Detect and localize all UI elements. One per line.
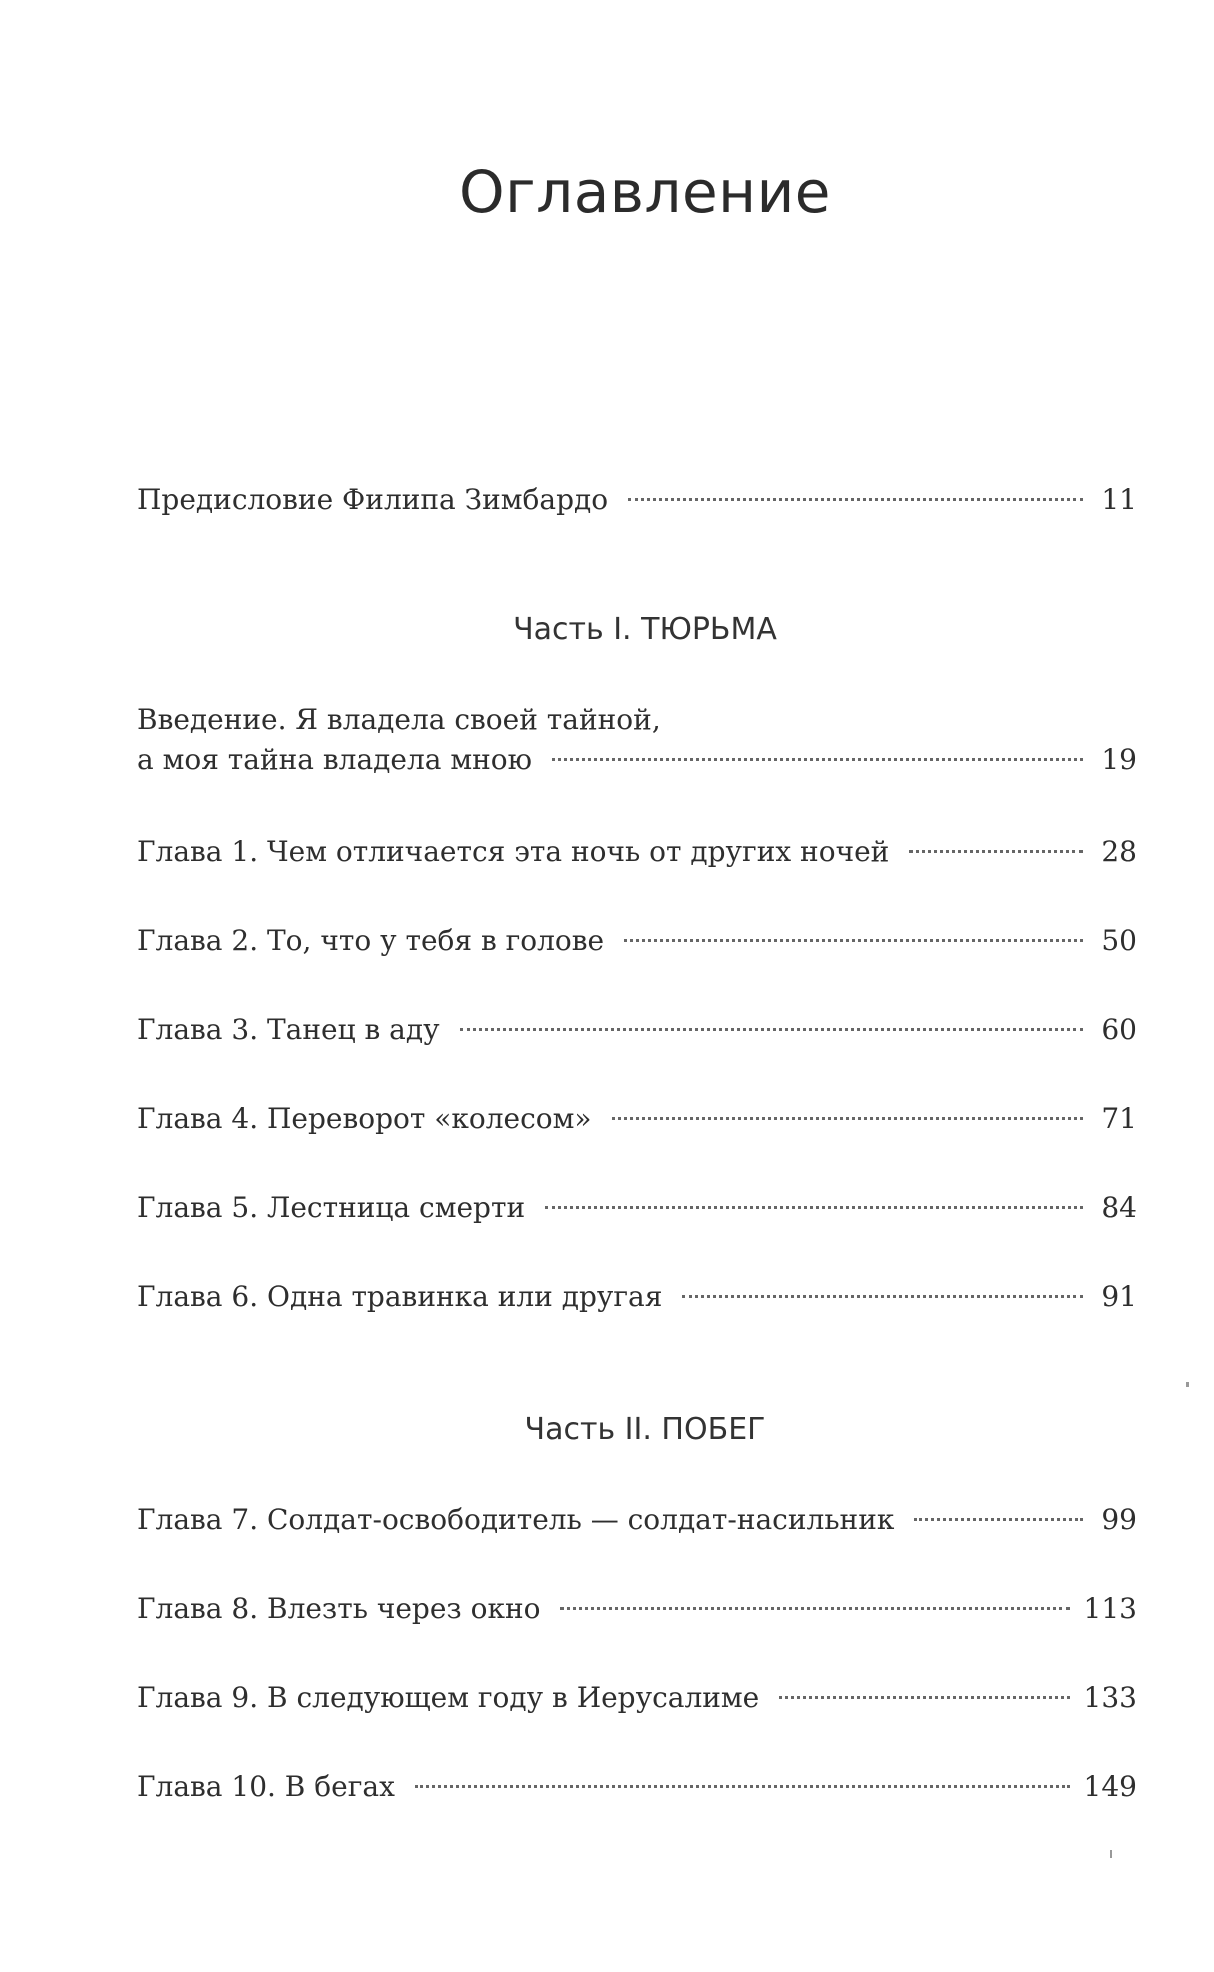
dot-leader — [415, 1785, 1070, 1788]
dot-leader — [552, 758, 1083, 761]
dot-leader — [914, 1518, 1083, 1521]
toc-entry-label: Глава 9. В следующем году в Иерусалиме — [137, 1681, 760, 1714]
toc-entry-preface[interactable] — [137, 480, 1137, 520]
dot-leader — [628, 498, 1083, 501]
toc-entry-chapter-7[interactable] — [137, 1500, 1137, 1540]
page-title: Оглавление — [459, 158, 831, 226]
part-heading-2: Часть II. ПОБЕГ — [524, 1412, 766, 1447]
toc-entry-label: Глава 6. Одна травинка или другая — [137, 1280, 663, 1313]
toc-entry-page: 99 — [1101, 1503, 1137, 1536]
toc-entry-page: 50 — [1101, 924, 1137, 957]
toc-entry-label: Предисловие Филипа Зимбардо — [137, 483, 609, 516]
toc-entry-label: Глава 3. Танец в аду — [137, 1013, 440, 1046]
part-heading-1: Часть I. ТЮРЬМА — [513, 612, 777, 647]
toc-entry-label: Глава 8. Влезть через окно — [137, 1592, 541, 1625]
toc-entry-chapter-6[interactable] — [137, 1277, 1137, 1317]
toc-entry-page: 133 — [1083, 1681, 1137, 1714]
toc-entry-chapter-3[interactable] — [137, 1010, 1137, 1050]
toc-entry-page: 28 — [1101, 835, 1137, 868]
toc-entry-page: 113 — [1083, 1592, 1137, 1625]
scan-speck — [1186, 1382, 1189, 1387]
toc-entry-page: 11 — [1101, 483, 1137, 516]
dot-leader — [612, 1117, 1083, 1120]
dot-leader — [545, 1206, 1083, 1209]
toc-entry-introduction[interactable] — [137, 700, 1137, 780]
toc-entry-chapter-4[interactable] — [137, 1099, 1137, 1139]
toc-entry-page: 60 — [1101, 1013, 1137, 1046]
dot-leader — [682, 1295, 1083, 1298]
toc-entry-label: Глава 7. Солдат-освободитель — солдат-насильник — [137, 1503, 895, 1536]
dot-leader — [460, 1028, 1083, 1031]
toc-entry-label-line1: Введение. Я владела своей тайной, — [137, 703, 661, 736]
toc-entry-chapter-5[interactable] — [137, 1188, 1137, 1228]
dot-leader — [779, 1696, 1069, 1699]
toc-entry-label: Глава 2. То, что у тебя в голове — [137, 924, 605, 957]
toc-entry-page: 84 — [1101, 1191, 1137, 1224]
dot-leader — [909, 850, 1083, 853]
scan-speck — [1110, 1850, 1112, 1858]
toc-entry-label: Глава 10. В бегах — [137, 1770, 395, 1803]
toc-entry-page: 149 — [1083, 1770, 1137, 1803]
toc-entry-chapter-9[interactable] — [137, 1678, 1137, 1718]
toc-entry-page: 71 — [1101, 1102, 1137, 1135]
toc-entry-page: 91 — [1101, 1280, 1137, 1313]
dot-leader — [560, 1607, 1069, 1610]
toc-entry-chapter-10[interactable] — [137, 1767, 1137, 1807]
toc-entry-chapter-8[interactable] — [137, 1589, 1137, 1629]
toc-entry-label: Глава 4. Переворот «колесом» — [137, 1102, 592, 1135]
toc-entry-page: 19 — [1101, 743, 1137, 776]
toc-entry-label: а моя тайна владела мною — [137, 743, 533, 776]
toc-entry-label: Глава 5. Лестница смерти — [137, 1191, 526, 1224]
dot-leader — [624, 939, 1083, 942]
toc-entry-chapter-1[interactable] — [137, 832, 1137, 872]
toc-entry-chapter-2[interactable] — [137, 921, 1137, 961]
toc-entry-label: Глава 1. Чем отличается эта ночь от других ночей — [137, 835, 890, 868]
